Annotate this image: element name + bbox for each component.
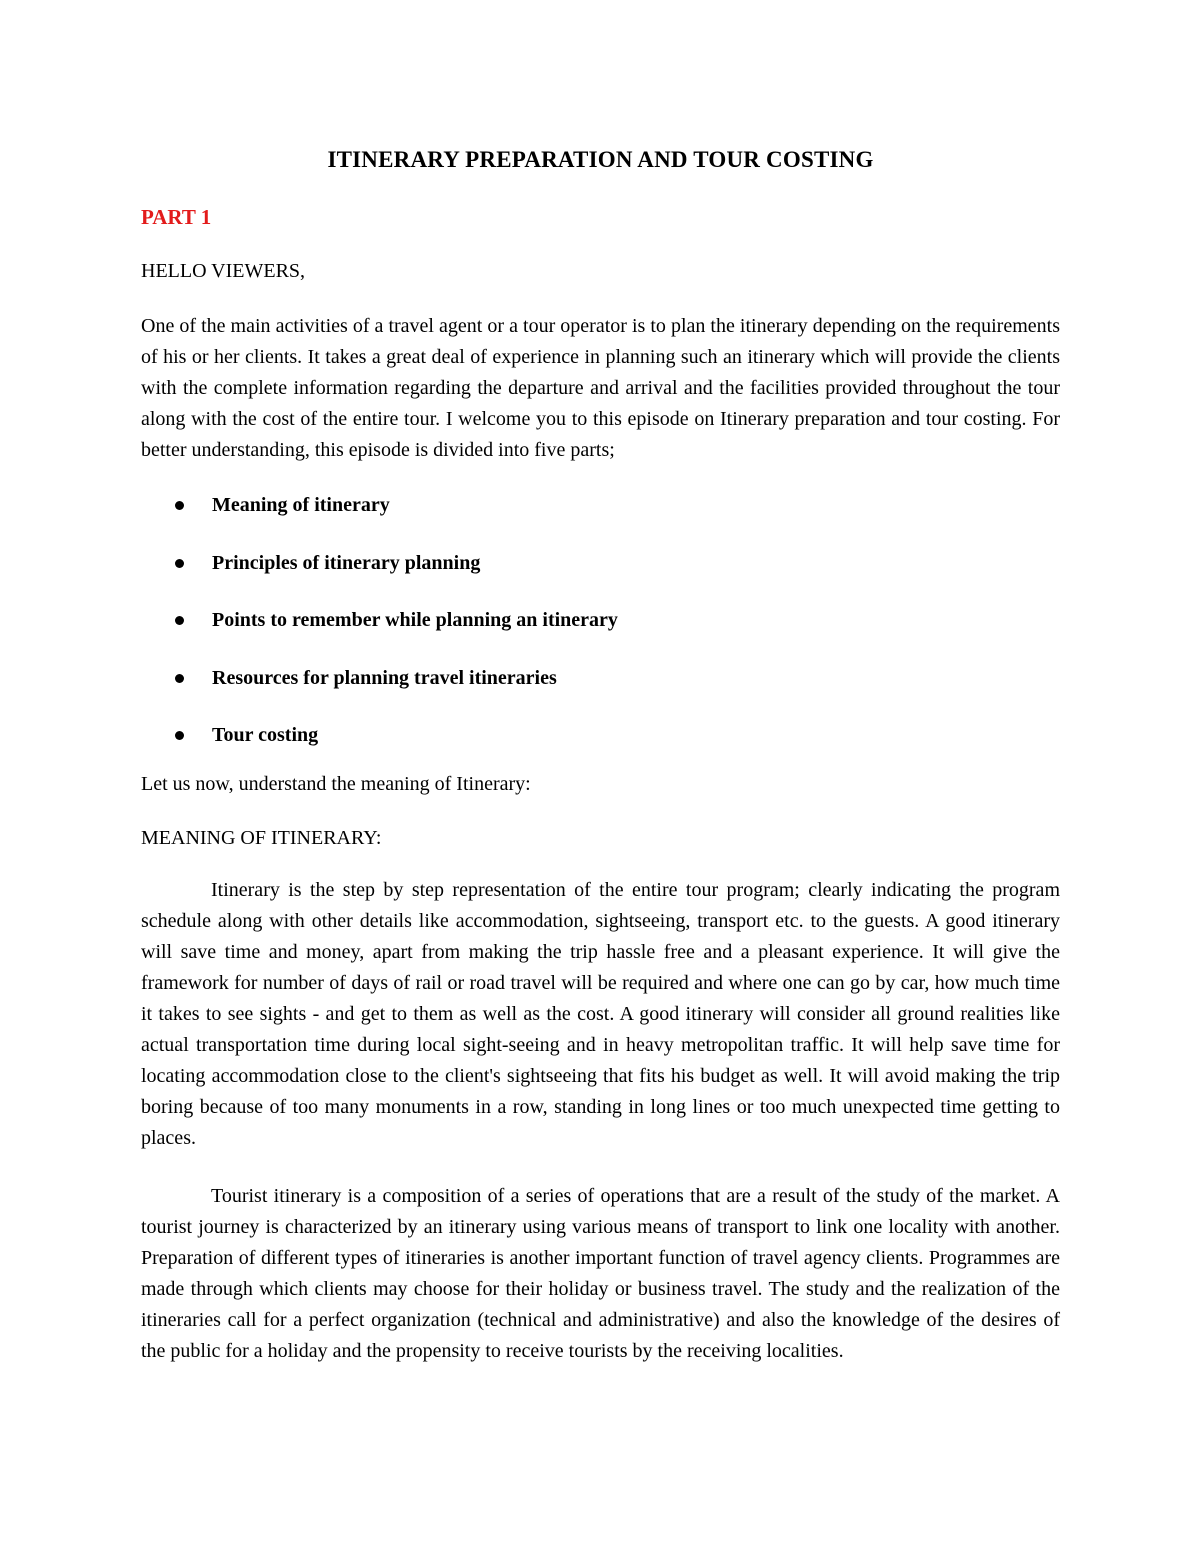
topics-list: [141, 491, 1060, 749]
list-item: [141, 549, 1060, 577]
bullet-icon: [175, 559, 184, 568]
list-item-label: Meaning of itinerary: [212, 494, 390, 516]
bullet-icon: [175, 674, 184, 683]
bullet-icon: [175, 616, 184, 625]
bullet-icon: [175, 501, 184, 510]
list-item-label: Tour costing: [212, 724, 319, 746]
meaning-paragraph-2: Tourist itinerary is a composition of a series of operations that are a result of the study of the market. A tourist journey is characterized by an itinerary using various means of transport to link one locality with another. Preparation of different types of itineraries is another important function of travel agency clients. Programmes are made through which clients may choose for their holiday or business travel. The study and the realization of the itineraries call for a perfect organization (technical and administrative) and also the knowledge of the desires of the public for a holiday and the propensity to receive tourists by the receiving localities.: [141, 1184, 1060, 1362]
list-item-label: Resources for planning travel itineraries: [212, 666, 557, 689]
part-label: PART 1: [141, 205, 212, 229]
bullet-icon: [175, 731, 184, 740]
section-heading: MEANING OF ITINERARY:: [141, 826, 382, 849]
document-title: ITINERARY PREPARATION AND TOUR COSTING: [327, 147, 874, 172]
list-item: [141, 606, 1060, 634]
list-item-label: Principles of itinerary planning: [212, 551, 481, 574]
meaning-paragraph-1: Itinerary is the step by step representation of the entire tour program; clearly indicating the program schedule along with other details like accommodation, sightseeing, transport etc. to the guests. A good itinerary will save time and money, apart from making the trip hassle free and a pleasant experience. It will give the framework for number of days of rail or road travel will be required and where one can go by car, how much time it takes to see sights - and get to them as well as the cost. A good itinerary will consider all ground realities like actual transportation time during local sight-seeing and in heavy metropolitan traffic. It will help save time for locating accommodation close to the client's sightseeing that fits his budget as well. It will avoid making the trip boring because of too many monuments in a row, standing in long lines or too much unexpected time getting to places.: [141, 878, 1060, 1149]
intro-paragraph: One of the main activities of a travel agent or a tour operator is to plan the itinerary depending on the requirements of his or her clients. It takes a great deal of experience in planning such an itinerary which will provide the clients with the complete information regarding the departure and arrival and the facilities provided throughout the tour along with the cost of the entire tour. I welcome you to this episode on Itinerary preparation and tour costing. For better understanding, this episode is divided into five parts;: [141, 315, 1060, 461]
list-item: [141, 491, 1060, 519]
list-item-label: Points to remember while planning an itinerary: [212, 609, 618, 631]
list-item: [141, 721, 1060, 749]
list-item: [141, 664, 1060, 692]
greeting: HELLO VIEWERS,: [141, 260, 306, 282]
transition-line: Let us now, understand the meaning of Itinerary:: [141, 772, 531, 795]
